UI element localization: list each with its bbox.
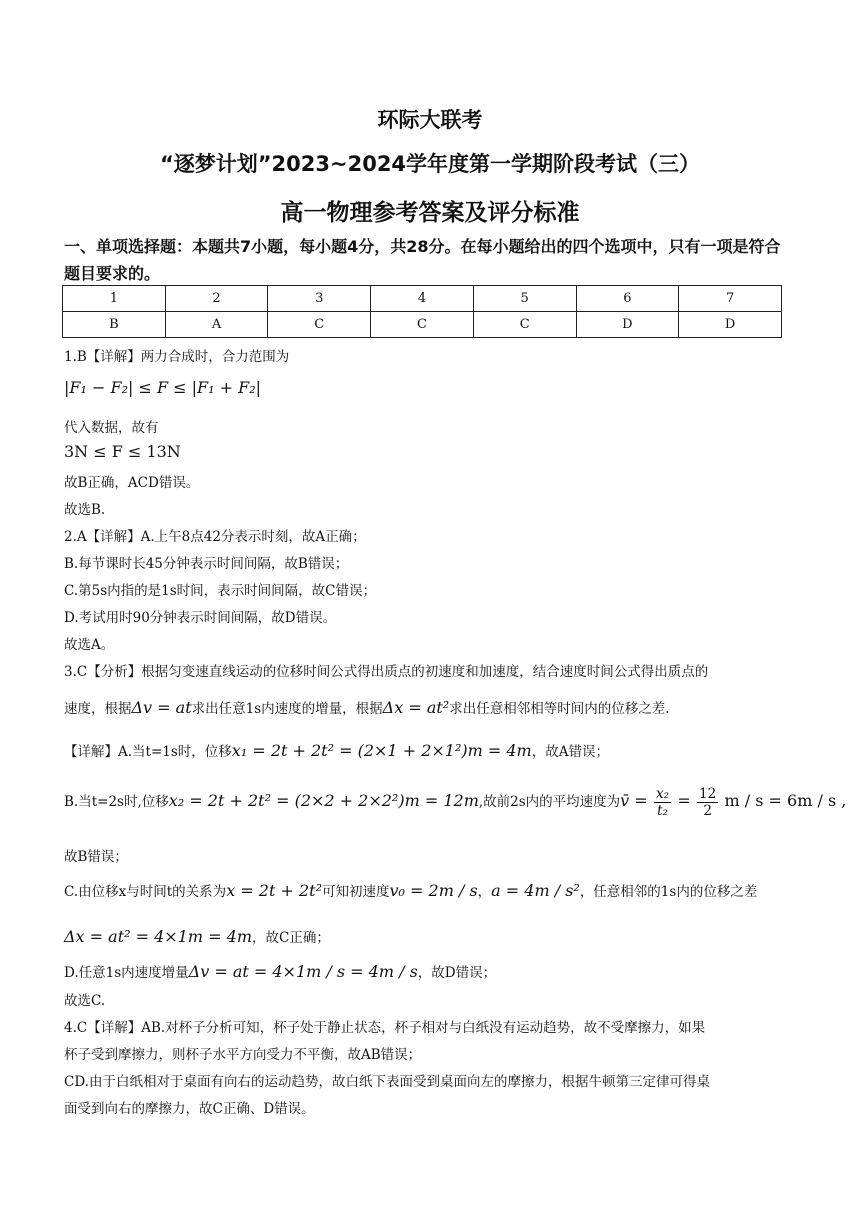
- text: 【详解】A.当t=1s时，位移: [64, 744, 232, 760]
- formula: Δv = at: [131, 698, 192, 717]
- q3-line: 故B错误；: [64, 849, 128, 865]
- question-number-cell: 3: [268, 286, 371, 312]
- numerator: x₂: [656, 786, 670, 802]
- q2-line: 故选A。: [64, 637, 115, 653]
- text: ，故C正确；: [251, 930, 330, 946]
- q1-line: 故选B.: [64, 502, 106, 518]
- q3-line: [64, 786, 846, 819]
- q4-line: 杯子受到摩擦力，则杯子水平方向受力不平衡，故AB错误；: [64, 1047, 422, 1063]
- answer-cell: C: [473, 312, 576, 338]
- formula: x = 2t + 2t²: [226, 881, 322, 900]
- answer-table-number-row: [63, 286, 782, 312]
- formula: Δx = at²: [382, 698, 450, 717]
- answer-cell: D: [679, 312, 782, 338]
- answer-cell: A: [165, 312, 268, 338]
- formula: x₂ = 2t + 2t² = (2×2 + 2×2²)m = 12m: [168, 791, 479, 810]
- formula: x₁ = 2t + 2t² = (2×1 + 2×1²)m = 4m: [231, 741, 532, 760]
- formula: Δx = at² = 4×1m = 4m: [64, 927, 252, 946]
- answer-cell: B: [63, 312, 166, 338]
- q2-line: B.每节课时长45分钟表示时间间隔，故B错误；: [64, 556, 349, 572]
- q1-line: 故B正确，ACD错误。: [64, 475, 200, 491]
- answer-cell: C: [268, 312, 371, 338]
- q4-line: 4.C【详解】AB.对杯子分析可知，杯子处于静止状态，杯子相对与白纸没有运动趋势，故不受摩擦力，如果: [64, 1020, 706, 1036]
- question-number-cell: 5: [473, 286, 576, 312]
- answer-cell: C: [371, 312, 474, 338]
- formula: v̄ =: [620, 791, 648, 810]
- section-heading: 一、单项选择题：本题共7小题，每小题4分，共28分。在每小题给出的四个选项中，只有一项是符合题目要求的。: [64, 237, 781, 283]
- q3-line: [64, 926, 330, 946]
- q3-line: [64, 697, 670, 717]
- denominator: 2: [703, 803, 712, 819]
- text: B.当t=2s时,位移: [64, 794, 169, 810]
- numerator: 12: [699, 786, 717, 802]
- q3-line: 3.C【分析】根据匀变速直线运动的位移时间公式得出质点的初速度和加速度，结合速度时间公式得出质点的: [64, 664, 709, 680]
- text: 求出任意1s内速度的增量，根据: [191, 701, 383, 717]
- fraction: [697, 786, 718, 819]
- text: 速度，根据: [64, 701, 132, 717]
- q3-line: [64, 740, 609, 760]
- formula: v₀ = 2m / s: [389, 881, 478, 900]
- fraction: [654, 786, 671, 819]
- question-number-cell: 1: [63, 286, 166, 312]
- q3-line: 故选C.: [64, 993, 106, 1009]
- page-title: 高一物理参考答案及评分标准: [280, 200, 580, 226]
- question-number-cell: 7: [679, 286, 782, 312]
- q1-formula: [64, 442, 181, 461]
- text: ，故D错误；: [417, 965, 497, 981]
- q4-line: CD.由于白纸相对于桌面有向右的运动趋势，故白纸下表面受到桌面向左的摩擦力，根据牛顿第三定律可得桌: [64, 1074, 710, 1090]
- text: 求出任意相邻相等时间内的位移之差.: [449, 701, 670, 717]
- denominator: t₂: [657, 803, 668, 819]
- question-number-cell: 4: [371, 286, 474, 312]
- org-title: 环际大联考: [377, 108, 483, 132]
- q2-line: C.第5s内指的是1s时间，表示时间间隔，故C错误；: [64, 583, 377, 599]
- answer-cell: D: [576, 312, 679, 338]
- q2-line: 2.A【详解】A.上午8点42分表示时刻，故A正确；: [64, 529, 366, 545]
- exam-title: “逐梦计划”2023~2024学年度第一学期阶段考试（三）: [159, 152, 701, 176]
- text: ，故A错误；: [531, 744, 609, 760]
- answer-table: [62, 285, 782, 338]
- text: ，任意相邻的1s内的位移之差: [579, 884, 758, 900]
- formula: a = 4m / s²: [491, 881, 580, 900]
- formula: Δv = at = 4×1m / s = 4m / s: [188, 962, 418, 981]
- q3-line: [64, 880, 757, 900]
- q1-line: 1.B【详解】两力合成时，合力范围为: [64, 349, 290, 365]
- q2-line: D.考试用时90分钟表示时间间隔，故D错误。: [64, 610, 337, 626]
- q3-line: [64, 961, 496, 981]
- formula: m / s = 6m / s ,: [724, 791, 847, 810]
- question-number-cell: 6: [576, 286, 679, 312]
- text: ，: [477, 884, 492, 900]
- equals-sign: =: [677, 791, 691, 810]
- text: D.任意1s内速度增量: [64, 965, 189, 981]
- q4-line: 面受到向右的摩擦力，故C正确、D错误。: [64, 1101, 315, 1117]
- text: ,故前2s内的平均速度为: [478, 794, 621, 810]
- text: C.由位移x与时间t的关系为: [64, 884, 227, 900]
- text: 可知初速度: [322, 884, 390, 900]
- q1-formula: [64, 378, 261, 397]
- answer-table-answer-row: [63, 312, 782, 338]
- formula: |F₁ − F₂| ≤ F ≤ |F₁ + F₂|: [64, 378, 262, 397]
- q1-line: 代入数据，故有: [64, 420, 159, 436]
- question-number-cell: 2: [165, 286, 268, 312]
- formula: 3N ≤ F ≤ 13N: [64, 442, 181, 461]
